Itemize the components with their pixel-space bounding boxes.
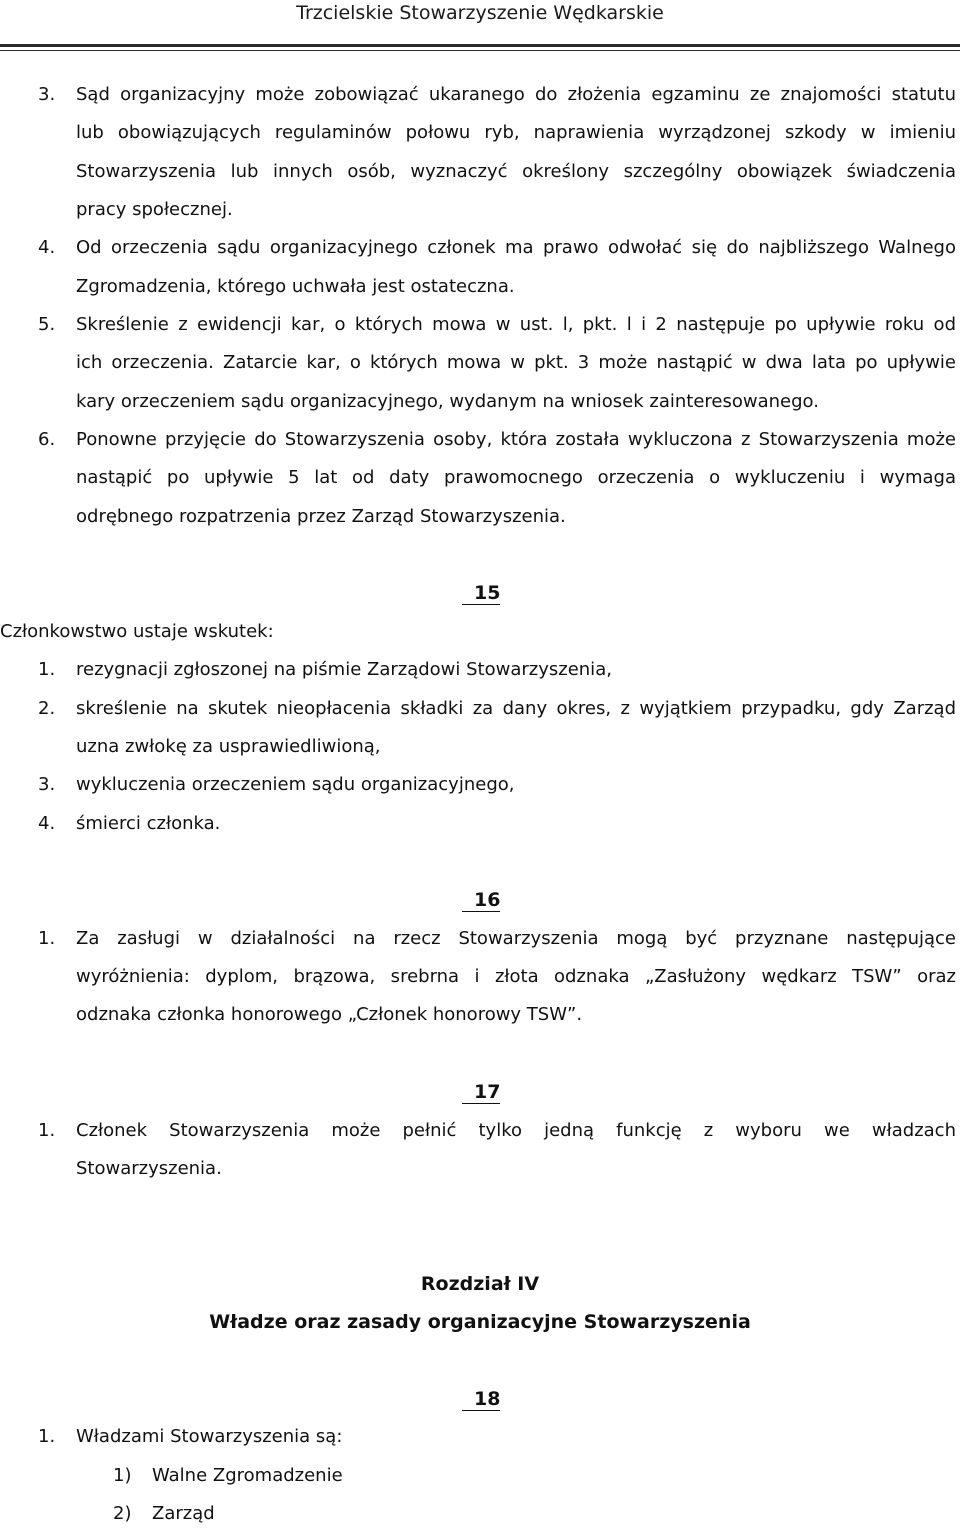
item-text-line: Stowarzyszenia.	[76, 1157, 222, 1179]
item-text-line: śmierci członka.	[76, 812, 221, 834]
sub-item-text: Zarząd	[152, 1503, 215, 1525]
spacer	[0, 1188, 960, 1226]
item-number: 3.	[38, 774, 56, 796]
item-text-line: Zgromadzenia, którego uchwała jest ostateczna.	[76, 275, 515, 297]
item-number: 4.	[38, 237, 56, 259]
chapter-subtitle-row	[0, 1303, 960, 1341]
list-item	[0, 306, 960, 344]
list-item-continuation	[0, 344, 960, 382]
item-text-line: wyróżnienia: dyplom, brązowa, srebrna i złota odznaka „Zasłużony wędkarz TSW” oraz	[76, 966, 956, 988]
list-item-continuation	[0, 996, 960, 1034]
item-text-line: Władzami Stowarzyszenia są:	[76, 1426, 343, 1448]
list-item-continuation	[0, 114, 960, 152]
item-text-line: Stowarzyszenia lub innych osób, wyznaczyć określony szczególny obowiązek świadczenia	[76, 160, 956, 182]
section-heading-row	[0, 574, 960, 612]
chapter-title: Rozdział IV	[420, 1272, 540, 1295]
sub-list-item	[0, 1495, 960, 1527]
item-text-line: Sąd organizacyjny może zobowiązać ukaranego do złożenia egzaminu ze znajomości statutu	[76, 83, 956, 105]
section-intro-row	[0, 613, 960, 651]
item-number: 2.	[38, 697, 56, 719]
item-number: 1.	[38, 1119, 56, 1141]
item-text-line: nastąpić po upływie 5 lat od daty prawomocnego orzeczenia o wykluczeniu i wymaga	[76, 467, 956, 489]
spacer	[0, 536, 960, 574]
item-number: 3.	[38, 83, 56, 105]
list-item-continuation	[0, 191, 960, 229]
section-heading-row	[0, 1073, 960, 1111]
list-item-continuation	[0, 383, 960, 421]
chapter-subtitle: Władze oraz zasady organizacyjne Stowarzyszenia	[209, 1311, 751, 1334]
list-item	[0, 805, 960, 843]
item-number: 6.	[38, 429, 56, 451]
page-header: Trzcielskie Stowarzyszenie Wędkarskie	[296, 2, 664, 24]
sub-item-text: Walne Zgromadzenie	[152, 1464, 343, 1486]
section-number: 16	[462, 889, 500, 912]
list-item	[0, 76, 960, 114]
item-number: 4.	[38, 812, 56, 834]
section-heading-row	[0, 881, 960, 919]
list-item	[0, 651, 960, 689]
item-text-line: Od orzeczenia sądu organizacyjnego członek ma prawo odwołać się do najbliższego Walnego	[76, 237, 956, 259]
list-item	[0, 421, 960, 459]
item-number: 1.	[38, 1426, 56, 1448]
item-number: 1.	[38, 927, 56, 949]
section-number: 18	[462, 1388, 500, 1411]
item-text-line: wykluczenia orzeczeniem sądu organizacyjnego,	[76, 774, 515, 796]
header-rule-thick	[0, 44, 960, 47]
list-item-continuation	[0, 459, 960, 497]
list-item-continuation	[0, 268, 960, 306]
item-text-line: kary orzeczeniem sądu organizacyjnego, wydanym na wniosek zainteresowanego.	[76, 390, 819, 412]
section-heading-row	[0, 1380, 960, 1418]
list-item	[0, 1418, 960, 1456]
item-text-line: Ponowne przyjęcie do Stowarzyszenia osoby, która została wykluczona z Stowarzyszenia może	[76, 429, 956, 451]
item-text-line: Skreślenie z ewidencji kar, o których mowa w ust. l, pkt. l i 2 następuje po upływie roku od	[76, 313, 956, 335]
item-text-line: odrębnego rozpatrzenia przez Zarząd Stowarzyszenia.	[76, 505, 566, 527]
list-item	[0, 766, 960, 804]
list-item	[0, 690, 960, 728]
list-item	[0, 229, 960, 267]
item-text-line: skreślenie na skutek nieopłacenia składki za dany okres, z wyjątkiem przypadku, gdy Zarząd	[76, 697, 956, 719]
sub-item-number: 1)	[113, 1464, 132, 1486]
item-text-line: odznaka członka honorowego „Członek honorowy TSW”.	[76, 1004, 583, 1026]
spacer	[0, 843, 960, 881]
item-text-line: uzna zwłokę za usprawiedliwioną,	[76, 735, 381, 757]
item-text-line: Za zasługi w działalności na rzecz Stowarzyszenia mogą być przyznane następujące	[76, 927, 956, 949]
list-item-continuation	[0, 728, 960, 766]
list-item	[0, 1112, 960, 1150]
item-number: 5.	[38, 313, 56, 335]
section-number: 15	[462, 582, 500, 605]
sub-list-item	[0, 1457, 960, 1495]
item-text-line: Członek Stowarzyszenia może pełnić tylko jedną funkcję z wyboru we władzach	[76, 1119, 956, 1141]
section-number: 17	[462, 1081, 500, 1104]
spacer	[0, 1342, 960, 1380]
header-rule-thin	[0, 50, 960, 51]
list-item-continuation	[0, 153, 960, 191]
item-text-line: ich orzeczenia. Zatarcie kar, o których mowa w pkt. 3 może nastąpić w dwa lata po upływie	[76, 352, 956, 374]
chapter-title-row	[0, 1265, 960, 1303]
spacer	[0, 1227, 960, 1265]
list-item-continuation	[0, 498, 960, 536]
item-text-line: rezygnacji zgłoszonej na piśmie Zarządowi Stowarzyszenia,	[76, 659, 612, 681]
sub-item-number: 2)	[113, 1503, 132, 1525]
list-item-continuation	[0, 958, 960, 996]
document-body	[0, 76, 960, 1527]
list-item-continuation	[0, 1150, 960, 1188]
item-text-line: pracy społecznej.	[76, 198, 233, 220]
item-number: 1.	[38, 659, 56, 681]
section-intro: Członkowstwo ustaje wskutek:	[0, 620, 274, 642]
item-text-line: lub obowiązujących regulaminów połowu ryb, naprawienia wyrządzonej szkody w imieniu	[76, 122, 956, 144]
spacer	[0, 1035, 960, 1073]
list-item	[0, 920, 960, 958]
